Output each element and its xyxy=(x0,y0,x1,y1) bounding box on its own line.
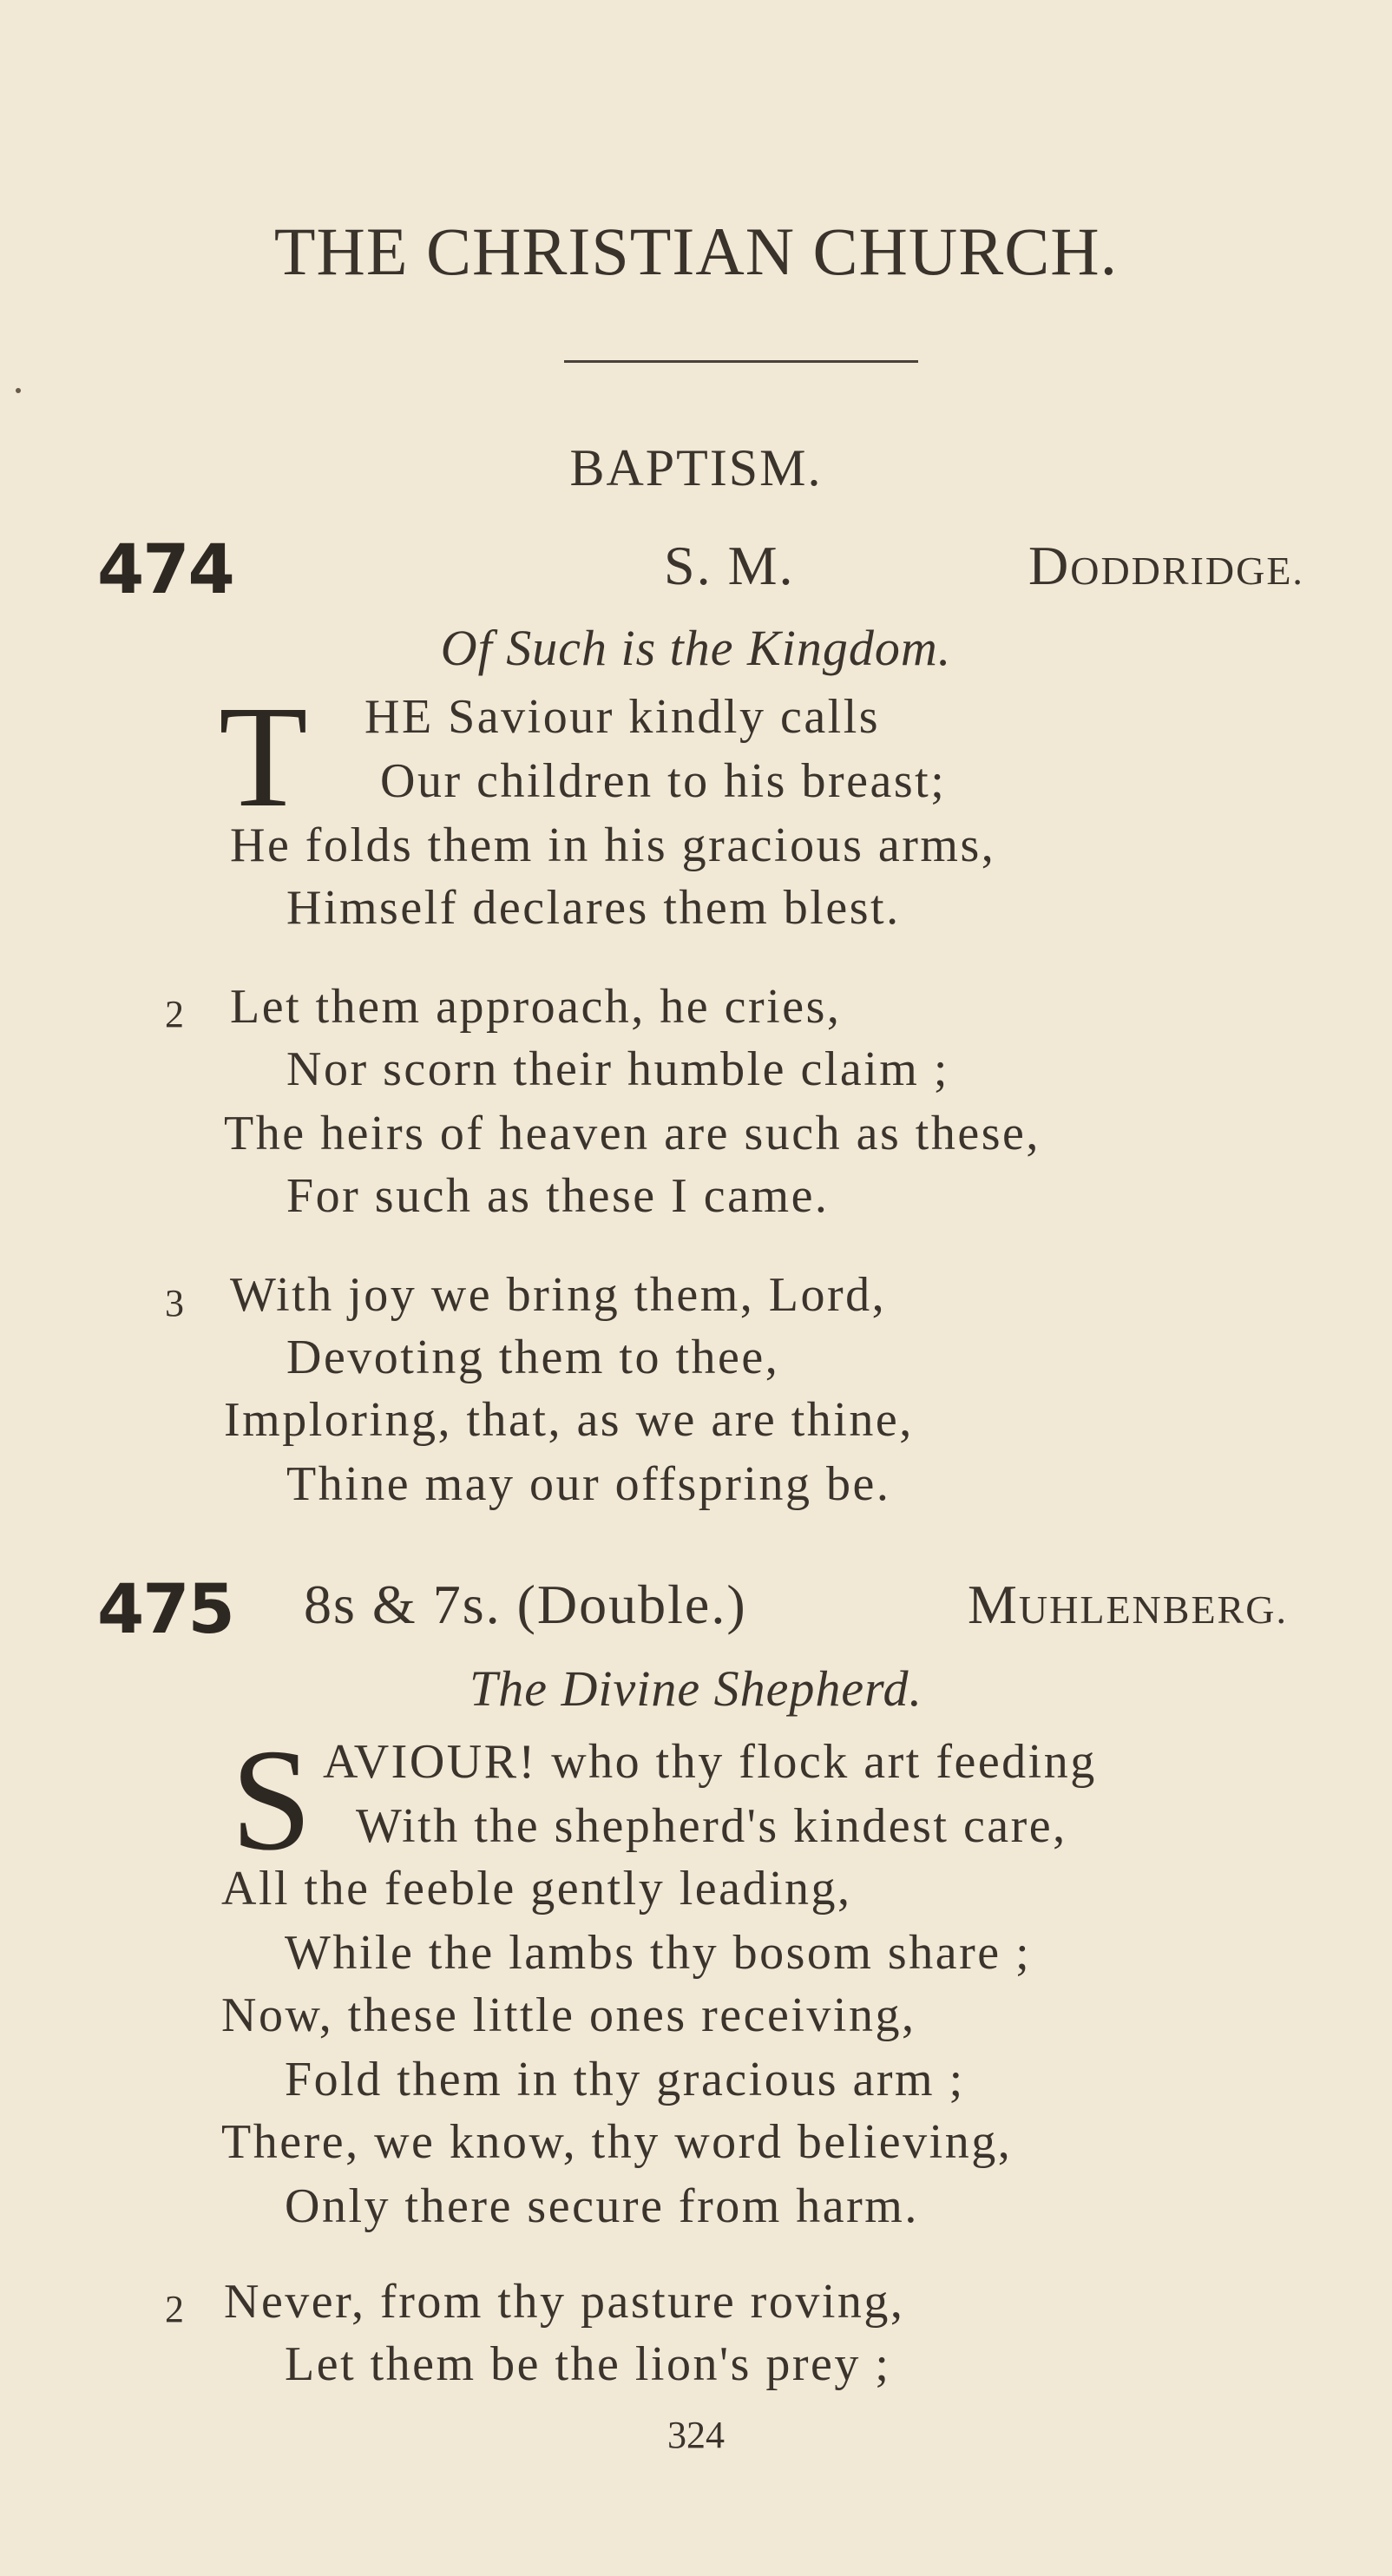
verse-line: Thine may our offspring be. xyxy=(286,1457,891,1511)
verse-line: Fold them in thy gracious arm ; xyxy=(285,2053,965,2106)
verse-line: Imploring, that, as we are thine, xyxy=(224,1393,914,1447)
verse-line: With the shepherd's kindest care, xyxy=(356,1799,1067,1853)
hymn-meter: 8s & 7s. (Double.) xyxy=(304,1574,747,1635)
hymn-meter: S. M. xyxy=(664,535,795,596)
drop-cap: T xyxy=(219,676,308,838)
verse-line: All the feeble gently leading, xyxy=(221,1862,852,1916)
page-number: 324 xyxy=(667,2414,725,2456)
hymn-title: Of Such is the Kingdom. xyxy=(440,620,952,676)
verse-line: He folds them in his gracious arms, xyxy=(230,818,996,872)
hymn-author: DODDRIDGE. xyxy=(1028,535,1304,596)
drop-cap: S xyxy=(231,1719,312,1881)
verse-number: 2 xyxy=(165,2288,184,2330)
verse-line: Devoting them to thee, xyxy=(286,1331,780,1384)
hymn-number: 474 xyxy=(97,531,233,609)
verse-line: Our children to his breast; xyxy=(380,754,947,808)
verse-line: Let them be the lion's prey ; xyxy=(285,2337,891,2391)
ink-speck xyxy=(16,388,21,393)
verse-line: Only there secure from harm. xyxy=(285,2179,919,2233)
verse-line: HE Saviour kindly calls xyxy=(364,690,881,744)
verse-line: There, we know, thy word believing, xyxy=(221,2115,1013,2169)
verse-line: The heirs of heaven are such as these, xyxy=(224,1107,1041,1160)
title-rule xyxy=(564,360,918,363)
verse-line: Let them approach, he cries, xyxy=(230,980,842,1034)
hymn-title: The Divine Shepherd. xyxy=(469,1660,923,1717)
verse-line: For such as these I came. xyxy=(286,1169,830,1223)
verse-line: Himself declares them blest. xyxy=(286,881,901,935)
verse-line: With joy we bring them, Lord, xyxy=(230,1268,887,1322)
verse-line: Nor scorn their humble claim ; xyxy=(286,1042,949,1096)
verse-number: 3 xyxy=(165,1282,184,1324)
verse-line: AVIOUR! who thy flock art feeding xyxy=(323,1735,1097,1789)
page-title: THE CHRISTIAN CHURCH. xyxy=(273,214,1119,289)
verse-line: While the lambs thy bosom share ; xyxy=(285,1926,1032,1980)
section-heading: BAPTISM. xyxy=(569,439,823,496)
hymn-number: 475 xyxy=(97,1571,233,1649)
verse-line: Now, these little ones receiving, xyxy=(221,1988,916,2042)
hymn-author: MUHLENBERG. xyxy=(968,1574,1288,1635)
verse-number: 2 xyxy=(165,993,184,1035)
verse-line: Never, from thy pasture roving, xyxy=(224,2275,905,2329)
